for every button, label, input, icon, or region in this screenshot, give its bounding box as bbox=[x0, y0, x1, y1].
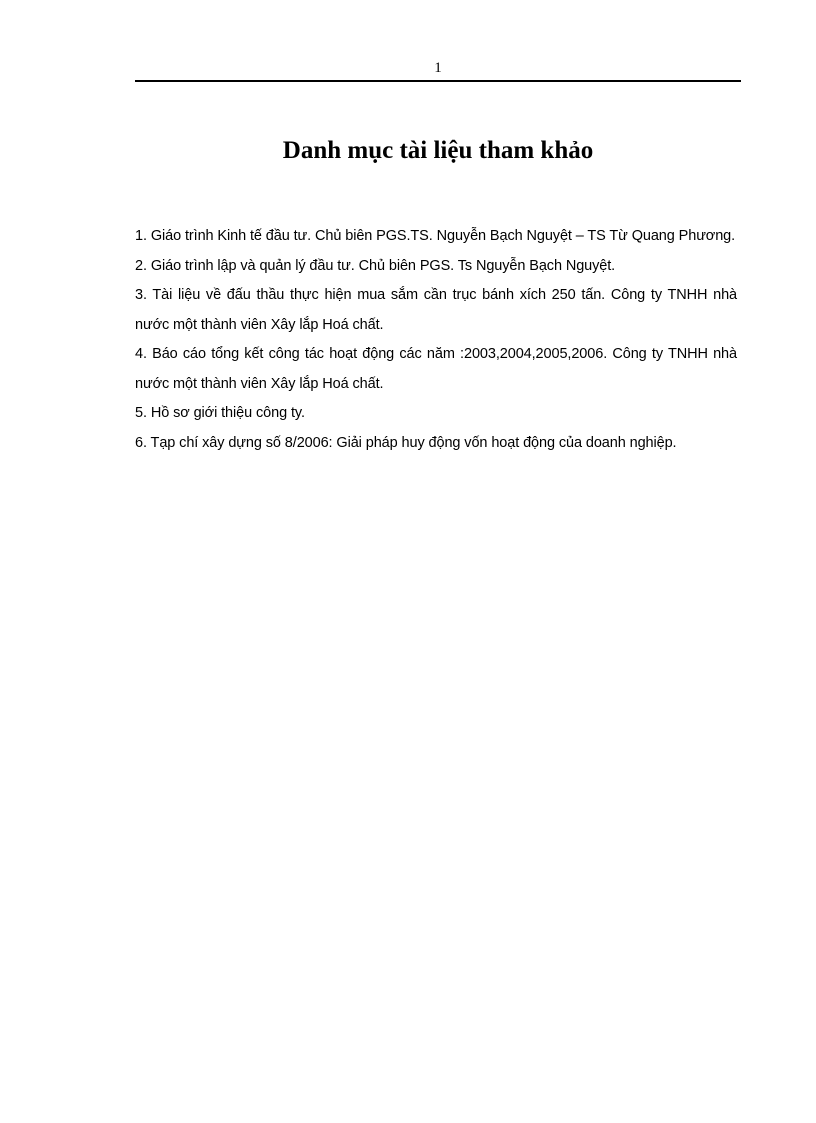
page-header bbox=[135, 58, 741, 82]
reference-item-4: 4. Báo cáo tổng kết công tác hoạt động các năm :2003,2004,2005,2006. Công ty TNHH nhà nước một thành viên Xây lắp Hoá chất. bbox=[135, 346, 737, 392]
reference-item-1: 1. Giáo trình Kinh tế đầu tư. Chủ biên PGS.TS. Nguyễn Bạch Nguyệt – TS Từ Quang Phương. bbox=[135, 228, 736, 244]
reference-item-6: 6. Tạp chí xây dựng số 8/2006: Giải pháp huy động vốn hoạt động của doanh nghiệp. bbox=[135, 434, 677, 451]
reference-item-2: 2. Giáo trình lập và quản lý đầu tư. Chủ biên PGS. Ts Nguyễn Bạch Nguyệt. bbox=[135, 257, 616, 274]
document-title: Danh mục tài liệu tham khảo bbox=[282, 137, 594, 164]
reference-list bbox=[135, 222, 737, 458]
reference-item-3: 3. Tài liệu về đấu thầu thực hiện mua sắm cần trục bánh xích 250 tấn. Công ty TNHH nhà nước một thành viên Xây lắp Hoá chất. bbox=[135, 287, 737, 333]
page-number: 1 bbox=[434, 60, 442, 76]
reference-item-5: 5. Hồ sơ giới thiệu công ty. bbox=[135, 405, 305, 421]
